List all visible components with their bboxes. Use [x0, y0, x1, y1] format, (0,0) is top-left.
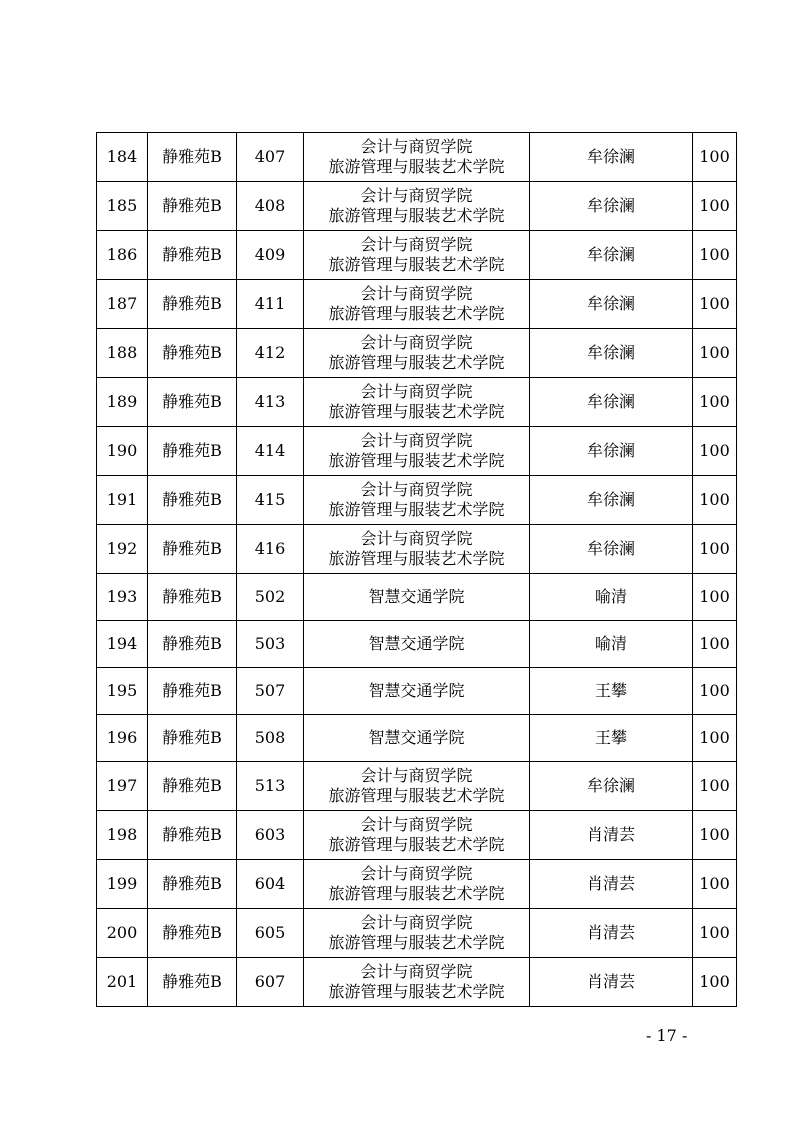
college-name: 旅游管理与服装艺术学院	[328, 304, 505, 323]
person-cell: 王攀	[530, 668, 693, 715]
row-number-cell: 198	[97, 811, 148, 860]
score-cell: 100	[693, 811, 737, 860]
person-cell: 牟徐澜	[530, 476, 693, 525]
person-cell: 牟徐澜	[530, 762, 693, 811]
building-cell: 静雅苑B	[148, 280, 237, 329]
row-number-cell: 184	[97, 133, 148, 182]
college-cell	[304, 378, 530, 427]
college-name: 会计与商贸学院	[360, 864, 473, 883]
building-cell: 静雅苑B	[148, 427, 237, 476]
college-name: 旅游管理与服装艺术学院	[328, 549, 505, 568]
college-name: 智慧交通学院	[368, 634, 465, 653]
college-name: 会计与商贸学院	[360, 480, 473, 499]
person-cell: 牟徐澜	[530, 231, 693, 280]
person-cell: 牟徐澜	[530, 133, 693, 182]
score-cell: 100	[693, 668, 737, 715]
college-cell	[304, 811, 530, 860]
table-row	[97, 182, 737, 231]
person-cell: 肖清芸	[530, 811, 693, 860]
building-cell: 静雅苑B	[148, 574, 237, 621]
building-cell: 静雅苑B	[148, 329, 237, 378]
building-cell: 静雅苑B	[148, 715, 237, 762]
college-name: 会计与商贸学院	[360, 766, 473, 785]
college-name: 会计与商贸学院	[360, 284, 473, 303]
college-name: 会计与商贸学院	[360, 333, 473, 352]
row-number-cell: 185	[97, 182, 148, 231]
table-row	[97, 525, 737, 574]
table-row	[97, 574, 737, 621]
room-cell: 407	[237, 133, 304, 182]
building-cell: 静雅苑B	[148, 860, 237, 909]
table-row	[97, 427, 737, 476]
person-cell: 喻清	[530, 621, 693, 668]
person-cell: 牟徐澜	[530, 427, 693, 476]
dormitory-table	[96, 132, 737, 1007]
row-number-cell: 196	[97, 715, 148, 762]
room-cell: 411	[237, 280, 304, 329]
building-cell: 静雅苑B	[148, 476, 237, 525]
college-name: 会计与商贸学院	[360, 235, 473, 254]
score-cell: 100	[693, 231, 737, 280]
college-name: 旅游管理与服装艺术学院	[328, 157, 505, 176]
building-cell: 静雅苑B	[148, 958, 237, 1007]
college-name: 旅游管理与服装艺术学院	[328, 353, 505, 372]
score-cell: 100	[693, 958, 737, 1007]
college-name: 会计与商贸学院	[360, 137, 473, 156]
score-cell: 100	[693, 525, 737, 574]
room-cell: 503	[237, 621, 304, 668]
table-row	[97, 621, 737, 668]
college-cell	[304, 329, 530, 378]
room-cell: 507	[237, 668, 304, 715]
building-cell: 静雅苑B	[148, 525, 237, 574]
row-number-cell: 190	[97, 427, 148, 476]
college-cell	[304, 133, 530, 182]
score-cell: 100	[693, 280, 737, 329]
room-cell: 605	[237, 909, 304, 958]
score-cell: 100	[693, 574, 737, 621]
table-row	[97, 476, 737, 525]
table-row	[97, 860, 737, 909]
college-name: 旅游管理与服装艺术学院	[328, 933, 505, 952]
room-cell: 416	[237, 525, 304, 574]
score-cell: 100	[693, 762, 737, 811]
table-row	[97, 280, 737, 329]
college-name: 智慧交通学院	[368, 587, 465, 606]
score-cell: 100	[693, 329, 737, 378]
row-number-cell: 188	[97, 329, 148, 378]
college-name: 旅游管理与服装艺术学院	[328, 982, 505, 1001]
row-number-cell: 187	[97, 280, 148, 329]
page-number: - 17 -	[646, 1026, 688, 1045]
person-cell: 牟徐澜	[530, 182, 693, 231]
person-cell: 肖清芸	[530, 958, 693, 1007]
college-name: 旅游管理与服装艺术学院	[328, 835, 505, 854]
college-name: 会计与商贸学院	[360, 913, 473, 932]
score-cell: 100	[693, 378, 737, 427]
person-cell: 牟徐澜	[530, 525, 693, 574]
college-name: 旅游管理与服装艺术学院	[328, 451, 505, 470]
person-cell: 肖清芸	[530, 909, 693, 958]
college-cell	[304, 715, 530, 762]
college-name: 旅游管理与服装艺术学院	[328, 206, 505, 225]
room-cell: 413	[237, 378, 304, 427]
college-cell	[304, 668, 530, 715]
college-name: 旅游管理与服装艺术学院	[328, 402, 505, 421]
college-cell	[304, 958, 530, 1007]
table-row	[97, 378, 737, 427]
college-cell	[304, 909, 530, 958]
college-cell	[304, 280, 530, 329]
room-cell: 603	[237, 811, 304, 860]
college-cell	[304, 476, 530, 525]
building-cell: 静雅苑B	[148, 811, 237, 860]
row-number-cell: 195	[97, 668, 148, 715]
building-cell: 静雅苑B	[148, 182, 237, 231]
building-cell: 静雅苑B	[148, 762, 237, 811]
score-cell: 100	[693, 133, 737, 182]
building-cell: 静雅苑B	[148, 909, 237, 958]
college-name: 会计与商贸学院	[360, 962, 473, 981]
table-row	[97, 762, 737, 811]
person-cell: 牟徐澜	[530, 280, 693, 329]
row-number-cell: 192	[97, 525, 148, 574]
college-name: 智慧交通学院	[368, 681, 465, 700]
college-name: 会计与商贸学院	[360, 431, 473, 450]
score-cell: 100	[693, 860, 737, 909]
room-cell: 415	[237, 476, 304, 525]
score-cell: 100	[693, 476, 737, 525]
row-number-cell: 189	[97, 378, 148, 427]
row-number-cell: 194	[97, 621, 148, 668]
college-name: 会计与商贸学院	[360, 815, 473, 834]
table-row	[97, 958, 737, 1007]
building-cell: 静雅苑B	[148, 621, 237, 668]
college-cell	[304, 621, 530, 668]
person-cell: 牟徐澜	[530, 329, 693, 378]
college-name: 旅游管理与服装艺术学院	[328, 500, 505, 519]
score-cell: 100	[693, 427, 737, 476]
row-number-cell: 200	[97, 909, 148, 958]
score-cell: 100	[693, 621, 737, 668]
score-cell: 100	[693, 909, 737, 958]
table-row	[97, 909, 737, 958]
college-name: 会计与商贸学院	[360, 382, 473, 401]
row-number-cell: 193	[97, 574, 148, 621]
college-cell	[304, 182, 530, 231]
room-cell: 408	[237, 182, 304, 231]
building-cell: 静雅苑B	[148, 231, 237, 280]
college-cell	[304, 762, 530, 811]
college-cell	[304, 574, 530, 621]
building-cell: 静雅苑B	[148, 668, 237, 715]
table-row	[97, 329, 737, 378]
person-cell: 肖清芸	[530, 860, 693, 909]
row-number-cell: 197	[97, 762, 148, 811]
building-cell: 静雅苑B	[148, 378, 237, 427]
person-cell: 王攀	[530, 715, 693, 762]
row-number-cell: 191	[97, 476, 148, 525]
college-name: 会计与商贸学院	[360, 186, 473, 205]
row-number-cell: 199	[97, 860, 148, 909]
college-name: 旅游管理与服装艺术学院	[328, 786, 505, 805]
room-cell: 607	[237, 958, 304, 1007]
room-cell: 502	[237, 574, 304, 621]
college-name: 会计与商贸学院	[360, 529, 473, 548]
college-name: 智慧交通学院	[368, 728, 465, 747]
college-name: 旅游管理与服装艺术学院	[328, 884, 505, 903]
college-cell	[304, 427, 530, 476]
table-row	[97, 133, 737, 182]
row-number-cell: 201	[97, 958, 148, 1007]
table-body	[97, 133, 737, 1007]
college-cell	[304, 231, 530, 280]
building-cell: 静雅苑B	[148, 133, 237, 182]
person-cell: 喻清	[530, 574, 693, 621]
table-row	[97, 811, 737, 860]
room-cell: 409	[237, 231, 304, 280]
score-cell: 100	[693, 715, 737, 762]
table-row	[97, 715, 737, 762]
row-number-cell: 186	[97, 231, 148, 280]
college-cell	[304, 860, 530, 909]
room-cell: 513	[237, 762, 304, 811]
table-row	[97, 231, 737, 280]
room-cell: 414	[237, 427, 304, 476]
room-cell: 412	[237, 329, 304, 378]
college-cell	[304, 525, 530, 574]
score-cell: 100	[693, 182, 737, 231]
college-name: 旅游管理与服装艺术学院	[328, 255, 505, 274]
room-cell: 508	[237, 715, 304, 762]
person-cell: 牟徐澜	[530, 378, 693, 427]
room-cell: 604	[237, 860, 304, 909]
table-row	[97, 668, 737, 715]
